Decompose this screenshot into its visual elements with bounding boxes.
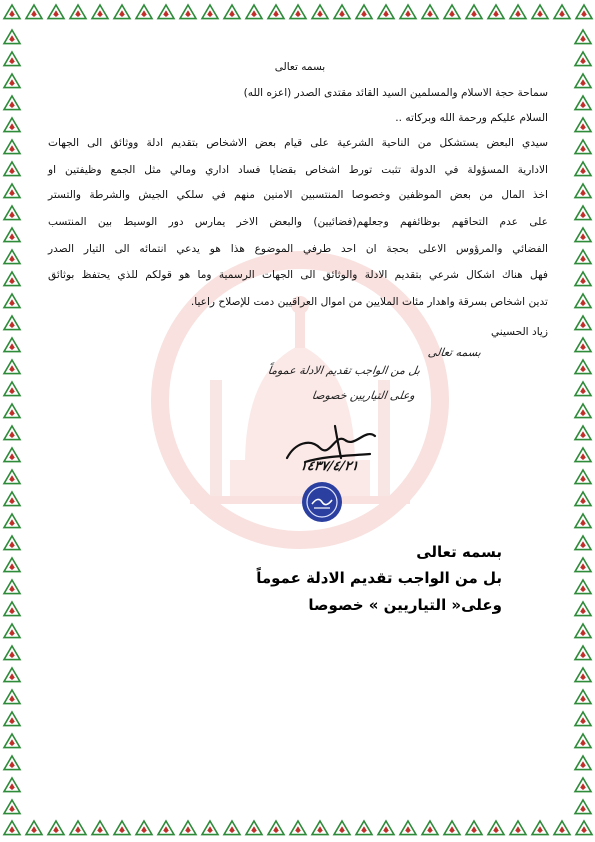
border-motif: [290, 821, 306, 835]
border-motif: [575, 272, 591, 286]
border-motif: [4, 624, 20, 638]
border-motif: [246, 5, 262, 19]
border-motif: [268, 5, 284, 19]
typed-reply-line-1: بل من الواجب تقديم الادلة عموماً: [256, 569, 502, 587]
border-motif: [4, 250, 20, 264]
border-motif: [575, 800, 591, 814]
border-motif: [575, 96, 591, 110]
border-motif: [575, 316, 591, 330]
border-motif: [136, 821, 152, 835]
border-motif: [532, 821, 548, 835]
border-motif: [4, 360, 20, 374]
border-motif: [4, 470, 20, 484]
border-motif: [510, 821, 526, 835]
border-motif: [290, 5, 306, 19]
border-motif: [575, 52, 591, 66]
border-motif: [575, 250, 591, 264]
border-motif: [180, 821, 196, 835]
border-motif: [488, 5, 504, 19]
border-motif: [4, 96, 20, 110]
handwritten-date: ١٤٣٧/٤/٢١: [298, 459, 360, 474]
top-border: [0, 0, 595, 26]
border-motif: [334, 821, 350, 835]
border-motif: [575, 382, 591, 396]
border-motif: [70, 821, 86, 835]
border-motif: [575, 712, 591, 726]
border-motif: [4, 206, 20, 220]
border-motif: [92, 821, 108, 835]
border-motif: [4, 294, 20, 308]
border-motif: [4, 74, 20, 88]
typed-reply-basmala: بسمه تعالى: [416, 543, 502, 561]
border-motif: [575, 646, 591, 660]
border-motif: [4, 118, 20, 132]
border-motif: [575, 228, 591, 242]
border-motif: [356, 5, 372, 19]
border-motif: [532, 5, 548, 19]
border-motif: [422, 821, 438, 835]
border-motif: [554, 5, 570, 19]
letter-body-line: فهل هناك اشكال شرعي بتقديم الادلة والوثائق الى الجهات الرسمية وما هو قولكم للذي يحتفظ بوثائق: [48, 269, 548, 281]
border-motif: [4, 492, 20, 506]
border-motif: [510, 5, 526, 19]
border-motif: [356, 821, 372, 835]
border-motif: [575, 404, 591, 418]
border-motif: [575, 690, 591, 704]
border-motif: [575, 470, 591, 484]
border-motif: [466, 5, 482, 19]
border-motif: [575, 492, 591, 506]
border-motif: [4, 734, 20, 748]
letter-body-line: تدين اشخاص بسرقة واهدار مئات الملايين من اموال العراقيين دمت للإصلاح راعيا.: [190, 296, 548, 308]
border-motif: [575, 580, 591, 594]
border-motif: [575, 624, 591, 638]
border-motif: [575, 514, 591, 528]
border-motif: [4, 558, 20, 572]
border-motif: [202, 821, 218, 835]
border-motif: [224, 821, 240, 835]
border-motif: [180, 5, 196, 19]
border-motif: [4, 514, 20, 528]
left-border: [0, 26, 24, 816]
border-motif: [575, 734, 591, 748]
handwritten-line-1: بل من الواجب تقديم الادلة عموماً: [267, 364, 421, 377]
border-motif: [4, 228, 20, 242]
border-motif: [488, 821, 504, 835]
border-motif: [4, 800, 20, 814]
border-motif: [554, 821, 570, 835]
border-motif: [26, 821, 42, 835]
border-motif: [466, 821, 482, 835]
border-motif: [312, 5, 328, 19]
border-motif: [136, 5, 152, 19]
letter-addressee: سماحة حجة الاسلام والمسلمين السيد القائد مقتدى الصدر (اعزه الله): [243, 87, 548, 99]
border-motif: [575, 536, 591, 550]
letter-body-line: الادارية المسؤولة في الدولة تثبت تورط اشخاص بقضايا فساد اداري ومالي مثل الجمع وظيفتين او: [48, 164, 548, 176]
border-motif: [4, 316, 20, 330]
border-motif: [4, 821, 20, 835]
border-motif: [48, 821, 64, 835]
letter-greeting: السلام عليكم ورحمة الله وبركاته ..: [395, 112, 548, 124]
border-motif: [268, 821, 284, 835]
border-motif: [400, 821, 416, 835]
border-motif: [4, 382, 20, 396]
border-motif: [4, 646, 20, 660]
letter-body-line: على عدم التحاقهم بوظائفهم وجعلهم(فضائيين) والبعض الاخر يمارس دور الوسيط بين المنتسب: [48, 216, 548, 228]
border-motif: [4, 338, 20, 352]
border-motif: [114, 821, 130, 835]
border-motif: [575, 30, 591, 44]
border-motif: [575, 360, 591, 374]
border-motif: [575, 338, 591, 352]
border-motif: [4, 272, 20, 286]
handwritten-line-2: وعلى التياريين خصوصا: [311, 389, 416, 402]
border-motif: [575, 778, 591, 792]
border-motif: [444, 821, 460, 835]
border-motif: [4, 30, 20, 44]
border-motif: [4, 580, 20, 594]
border-motif: [576, 5, 592, 19]
border-motif: [4, 5, 20, 19]
border-motif: [400, 5, 416, 19]
border-motif: [422, 5, 438, 19]
border-motif: [26, 5, 42, 19]
border-motif: [4, 778, 20, 792]
letter-body-line: الفضائي والمرؤوس الاعلى بحجة ان احد طرفي الموضوع هذا هو يدعي انتمائه الى التيار الصدر: [48, 243, 548, 255]
border-motif: [246, 821, 262, 835]
border-motif: [224, 5, 240, 19]
border-motif: [334, 5, 350, 19]
border-motif: [575, 426, 591, 440]
border-motif: [575, 448, 591, 462]
border-motif: [575, 140, 591, 154]
letter-signer: زياد الحسيني: [490, 326, 548, 338]
border-motif: [575, 118, 591, 132]
border-motif: [575, 602, 591, 616]
right-border: [571, 26, 595, 816]
border-motif: [378, 5, 394, 19]
border-motif: [4, 162, 20, 176]
handwritten-basmala: بسمه تعالى: [427, 346, 482, 359]
letter-body-line: سيدي البعض يستشكل من الناحية الشرعية على قيام بعض الاشخاص بتقديم ادلة ووثائق الى الجهات: [48, 137, 548, 149]
border-motif: [158, 821, 174, 835]
border-motif: [4, 712, 20, 726]
letter-body-line: اخذ المال من بعض الموظفين وخصوصا المنتسبين الامنين منهم في سلكي الجيش والشرطة والتستر: [48, 189, 548, 201]
border-motif: [4, 756, 20, 770]
border-motif: [4, 426, 20, 440]
border-motif: [114, 5, 130, 19]
border-motif: [575, 668, 591, 682]
border-motif: [575, 756, 591, 770]
border-motif: [378, 821, 394, 835]
letter-basmala: بسمه تعالى: [274, 61, 326, 73]
border-motif: [575, 558, 591, 572]
bottom-border: [0, 816, 595, 842]
border-motif: [576, 821, 592, 835]
border-motif: [158, 5, 174, 19]
border-motif: [575, 206, 591, 220]
border-motif: [4, 536, 20, 550]
border-motif: [575, 74, 591, 88]
typed-reply-line-2: وعلى« التياريين » خصوصا: [308, 596, 502, 614]
border-motif: [4, 184, 20, 198]
border-motif: [4, 404, 20, 418]
border-motif: [48, 5, 64, 19]
border-motif: [70, 5, 86, 19]
border-motif: [575, 294, 591, 308]
border-motif: [4, 140, 20, 154]
border-motif: [444, 5, 460, 19]
border-motif: [4, 690, 20, 704]
official-seal-icon: [300, 480, 344, 524]
border-motif: [4, 52, 20, 66]
border-motif: [202, 5, 218, 19]
border-motif: [4, 668, 20, 682]
border-motif: [575, 184, 591, 198]
border-motif: [92, 5, 108, 19]
border-motif: [312, 821, 328, 835]
border-motif: [4, 448, 20, 462]
border-motif: [575, 162, 591, 176]
border-motif: [4, 602, 20, 616]
